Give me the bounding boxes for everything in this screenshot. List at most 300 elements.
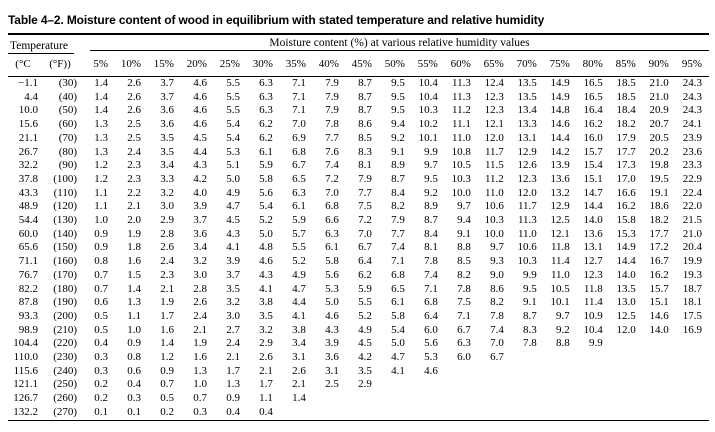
- moisture-value-cell: 6.0: [457, 351, 471, 364]
- moisture-value-cell: 7.4: [325, 159, 339, 172]
- rh-column-header: 15%: [148, 54, 181, 77]
- moisture-value-cell: 0.9: [94, 227, 108, 240]
- moisture-value-cell: [544, 406, 577, 420]
- table-row: [8, 146, 709, 160]
- moisture-value-cell: 13.6: [583, 227, 603, 240]
- table-row: [8, 187, 709, 201]
- moisture-value-cell: 4.7: [292, 282, 306, 295]
- moisture-value-cell: 7.8: [424, 255, 438, 268]
- moisture-value-cell: 24.3: [682, 104, 702, 117]
- moisture-value-cell: 13.1: [517, 131, 537, 144]
- temp-celsius-cell: 126.7: [13, 392, 38, 405]
- moisture-value-cell: 6.1: [259, 145, 273, 158]
- moisture-value-cell: 19.1: [649, 186, 669, 199]
- rh-column-header: 30%: [247, 54, 280, 77]
- moisture-value-cell: 12.1: [484, 118, 504, 131]
- moisture-value-cell: 4.6: [325, 309, 339, 322]
- rh-column-header: 80%: [577, 54, 610, 77]
- moisture-value-cell: 0.7: [160, 378, 174, 391]
- moisture-value-cell: 11.4: [550, 255, 570, 268]
- moisture-value-cell: 4.5: [358, 337, 372, 350]
- moisture-value-cell: [313, 406, 346, 420]
- temp-fahrenheit-cell: (100): [53, 172, 78, 185]
- moisture-value-cell: 17.7: [616, 145, 636, 158]
- table-row: [8, 91, 709, 105]
- moisture-value-cell: 15.1: [583, 172, 603, 185]
- temp-fahrenheit-cell: (80): [58, 145, 78, 158]
- moisture-value-cell: 7.0: [490, 337, 504, 350]
- moisture-value-cell: 5.5: [292, 241, 306, 254]
- moisture-value-cell: 6.5: [292, 172, 306, 185]
- moisture-value-cell: 8.7: [358, 77, 372, 89]
- moisture-value-cell: 9.1: [457, 227, 471, 240]
- moisture-value-cell: 8.2: [490, 296, 504, 309]
- moisture-value-cell: [412, 406, 445, 420]
- moisture-value-cell: 6.3: [259, 104, 273, 117]
- moisture-value-cell: 9.4: [457, 214, 471, 227]
- moisture-value-cell: 9.5: [391, 90, 405, 103]
- moisture-value-cell: 1.4: [292, 392, 306, 405]
- moisture-value-cell: 12.3: [517, 172, 537, 185]
- moisture-value-cell: 22.9: [682, 172, 702, 185]
- moisture-value-cell: [478, 365, 511, 379]
- moisture-value-cell: 2.9: [259, 337, 273, 350]
- temp-celsius-cell: 48.9: [18, 200, 38, 213]
- moisture-value-cell: 0.9: [127, 337, 141, 350]
- table-row: [8, 241, 709, 255]
- moisture-value-cell: 1.6: [127, 255, 141, 268]
- moisture-value-cell: 3.3: [160, 172, 174, 185]
- moisture-value-cell: 4.6: [193, 90, 207, 103]
- moisture-value-cell: 6.7: [292, 159, 306, 172]
- moisture-value-cell: 7.7: [358, 186, 372, 199]
- moisture-value-cell: 3.6: [160, 104, 174, 117]
- table-row: [8, 228, 709, 242]
- moisture-value-cell: [577, 365, 610, 379]
- moisture-value-cell: 16.9: [682, 323, 702, 336]
- moisture-value-cell: 11.0: [451, 131, 471, 144]
- moisture-value-cell: 9.7: [490, 241, 504, 254]
- moisture-value-cell: 6.3: [259, 90, 273, 103]
- moisture-value-cell: 21.0: [649, 90, 669, 103]
- moisture-value-cell: 8.8: [457, 241, 471, 254]
- moisture-value-cell: 11.3: [451, 90, 471, 103]
- moisture-value-cell: 5.8: [259, 172, 273, 185]
- moisture-value-cell: 9.3: [490, 255, 504, 268]
- moisture-value-cell: 0.2: [94, 378, 108, 391]
- moisture-value-cell: [643, 337, 676, 351]
- moisture-value-cell: 3.9: [193, 200, 207, 213]
- rh-column-header: 50%: [379, 54, 412, 77]
- moisture-value-cell: [676, 351, 709, 365]
- moisture-value-cell: [544, 351, 577, 365]
- moisture-value-cell: 2.3: [127, 159, 141, 172]
- moisture-value-cell: 8.2: [391, 200, 405, 213]
- rh-column-header: 95%: [676, 54, 709, 77]
- moisture-value-cell: 5.9: [259, 159, 273, 172]
- moisture-value-cell: 5.2: [358, 309, 372, 322]
- moisture-value-cell: 7.9: [358, 172, 372, 185]
- table-row: [8, 392, 709, 406]
- moisture-value-cell: 4.2: [358, 351, 372, 364]
- moisture-value-cell: 9.1: [523, 296, 537, 309]
- moisture-value-cell: 0.9: [94, 241, 108, 254]
- column-header-row: [8, 54, 709, 77]
- moisture-value-cell: 15.8: [616, 214, 636, 227]
- moisture-value-cell: 15.7: [649, 282, 669, 295]
- moisture-value-cell: 12.9: [550, 200, 570, 213]
- moisture-value-cell: [379, 406, 412, 420]
- moisture-value-cell: 3.6: [160, 118, 174, 131]
- moisture-value-cell: [379, 378, 412, 392]
- moisture-value-cell: 4.6: [193, 104, 207, 117]
- moisture-value-cell: 10.1: [418, 131, 438, 144]
- moisture-value-cell: 2.8: [160, 227, 174, 240]
- moisture-value-cell: 2.1: [127, 200, 141, 213]
- moisture-value-cell: 5.4: [259, 200, 273, 213]
- moisture-value-cell: 10.6: [517, 241, 537, 254]
- moisture-value-cell: 9.7: [424, 159, 438, 172]
- table-row: [8, 132, 709, 146]
- moisture-value-cell: 14.9: [550, 77, 570, 89]
- moisture-value-cell: 10.6: [484, 200, 504, 213]
- moisture-value-cell: 1.4: [94, 77, 108, 89]
- temp-celsius-cell: 65.6: [18, 241, 38, 254]
- temp-fahrenheit-cell: (190): [53, 296, 78, 309]
- moisture-value-cell: 0.6: [127, 364, 141, 377]
- table-row: [8, 200, 709, 214]
- moisture-value-cell: 5.0: [325, 296, 339, 309]
- moisture-value-cell: 3.7: [226, 268, 240, 281]
- moisture-value-cell: [610, 337, 643, 351]
- table-row: [8, 296, 709, 310]
- moisture-value-cell: 7.8: [490, 309, 504, 322]
- moisture-value-cell: 1.4: [94, 104, 108, 117]
- moisture-value-cell: 7.5: [358, 200, 372, 213]
- moisture-value-cell: [643, 406, 676, 420]
- moisture-value-cell: 23.3: [682, 159, 702, 172]
- moisture-value-cell: 3.0: [226, 309, 240, 322]
- moisture-value-cell: 0.4: [226, 405, 240, 418]
- moisture-value-cell: 7.9: [325, 104, 339, 117]
- moisture-value-cell: 5.8: [391, 309, 405, 322]
- moisture-value-cell: 18.6: [649, 200, 669, 213]
- temp-celsius-cell: 71.1: [18, 255, 38, 268]
- temp-celsius-cell: 115.6: [13, 364, 38, 377]
- moisture-value-cell: 16.5: [583, 77, 603, 89]
- moisture-value-cell: 19.9: [682, 255, 702, 268]
- temp-celsius-cell: 15.6: [18, 118, 38, 131]
- moisture-value-cell: 12.3: [484, 104, 504, 117]
- moisture-value-cell: 6.1: [292, 200, 306, 213]
- moisture-value-cell: 3.4: [193, 241, 207, 254]
- moisture-value-cell: 12.3: [583, 268, 603, 281]
- moisture-value-cell: 20.2: [649, 145, 669, 158]
- moisture-value-cell: 24.3: [682, 90, 702, 103]
- moisture-value-cell: 11.7: [484, 145, 504, 158]
- moisture-value-cell: 0.5: [94, 309, 108, 322]
- moisture-value-cell: 9.4: [391, 118, 405, 131]
- moisture-value-cell: 2.4: [160, 255, 174, 268]
- moisture-value-cell: 0.9: [160, 364, 174, 377]
- moisture-value-cell: 10.1: [550, 296, 570, 309]
- moisture-value-cell: 20.7: [649, 118, 669, 131]
- moisture-value-cell: 1.7: [226, 364, 240, 377]
- moisture-value-cell: 1.6: [160, 323, 174, 336]
- moisture-value-cell: 7.1: [292, 90, 306, 103]
- rh-column-header: 40%: [313, 54, 346, 77]
- moisture-value-cell: 6.1: [391, 296, 405, 309]
- moisture-value-cell: 6.0: [424, 323, 438, 336]
- moisture-value-cell: 0.5: [160, 392, 174, 405]
- table-row: [8, 324, 709, 338]
- moisture-value-cell: [412, 378, 445, 392]
- moisture-value-cell: [610, 406, 643, 420]
- moisture-value-cell: 13.0: [616, 296, 636, 309]
- moisture-value-cell: 10.4: [418, 77, 438, 89]
- moisture-value-cell: 5.5: [226, 104, 240, 117]
- moisture-value-cell: [676, 392, 709, 406]
- moisture-value-cell: 2.1: [160, 282, 174, 295]
- moisture-value-cell: 4.2: [193, 172, 207, 185]
- moisture-value-cell: 18.5: [616, 77, 636, 89]
- moisture-value-cell: 14.0: [583, 214, 603, 227]
- moisture-value-cell: 0.7: [193, 392, 207, 405]
- moisture-value-cell: 0.5: [94, 323, 108, 336]
- moisture-value-cell: 10.5: [451, 159, 471, 172]
- moisture-value-cell: 5.4: [391, 323, 405, 336]
- moisture-value-cell: [676, 337, 709, 351]
- moisture-value-cell: 8.7: [391, 172, 405, 185]
- moisture-value-cell: 7.1: [292, 104, 306, 117]
- moisture-value-cell: 9.7: [556, 309, 570, 322]
- moisture-value-cell: 13.6: [550, 172, 570, 185]
- moisture-value-cell: 0.4: [94, 337, 108, 350]
- moisture-value-cell: 7.4: [490, 323, 504, 336]
- moisture-value-cell: 10.8: [451, 145, 471, 158]
- temperature-spanner: [8, 35, 82, 54]
- moisture-value-cell: 1.1: [127, 309, 141, 322]
- moisture-value-cell: 3.0: [193, 268, 207, 281]
- moisture-value-cell: 10.4: [418, 90, 438, 103]
- moisture-value-cell: 16.6: [616, 186, 636, 199]
- moisture-value-cell: 8.1: [424, 241, 438, 254]
- moisture-value-cell: [412, 392, 445, 406]
- moisture-value-cell: 1.6: [193, 351, 207, 364]
- moisture-value-cell: [544, 392, 577, 406]
- moisture-value-cell: 14.0: [649, 323, 669, 336]
- moisture-value-cell: 10.2: [418, 118, 438, 131]
- moisture-value-cell: 6.3: [292, 186, 306, 199]
- temp-fahrenheit-cell: (70): [58, 131, 78, 144]
- temp-celsius-cell: −1.1: [18, 77, 38, 89]
- moisture-value-cell: 18.1: [682, 296, 702, 309]
- moisture-value-cell: 3.4: [292, 337, 306, 350]
- moisture-value-cell: 8.5: [457, 255, 471, 268]
- moisture-value-cell: 1.0: [193, 378, 207, 391]
- moisture-value-cell: [610, 392, 643, 406]
- moisture-value-cell: 3.5: [259, 309, 273, 322]
- moisture-value-cell: 8.9: [391, 159, 405, 172]
- moisture-value-cell: 9.2: [424, 186, 438, 199]
- table-row: [8, 104, 709, 118]
- moisture-value-cell: [577, 351, 610, 365]
- moisture-value-cell: 0.6: [94, 296, 108, 309]
- moisture-value-cell: 10.9: [583, 309, 603, 322]
- temp-fahrenheit-cell: (130): [53, 214, 78, 227]
- temp-celsius-cell: 54.4: [18, 214, 38, 227]
- temp-fahrenheit-cell: (60): [58, 118, 78, 131]
- moisture-value-cell: 14.2: [550, 145, 570, 158]
- moisture-value-cell: 20.5: [649, 131, 669, 144]
- moisture-value-cell: 10.3: [484, 214, 504, 227]
- moisture-value-cell: [445, 365, 478, 379]
- moisture-value-cell: 14.4: [550, 131, 570, 144]
- moisture-value-cell: 4.9: [358, 323, 372, 336]
- moisture-value-cell: 3.2: [226, 296, 240, 309]
- table-row: [8, 406, 709, 420]
- moisture-value-cell: 5.2: [259, 214, 273, 227]
- table-row: [8, 159, 709, 173]
- rh-column-header: 35%: [280, 54, 313, 77]
- moisture-value-cell: 1.2: [94, 172, 108, 185]
- moisture-value-cell: [511, 392, 544, 406]
- moisture-value-cell: 1.9: [127, 227, 141, 240]
- rh-column-header: 55%: [412, 54, 445, 77]
- moisture-value-cell: 12.4: [484, 77, 504, 89]
- moisture-value-cell: 2.6: [127, 104, 141, 117]
- rh-column-header: 75%: [544, 54, 577, 77]
- moisture-value-cell: 9.2: [391, 131, 405, 144]
- moisture-value-cell: 0.3: [193, 405, 207, 418]
- temp-fahrenheit-cell: (260): [53, 392, 78, 405]
- moisture-value-cell: [346, 406, 379, 420]
- moisture-value-cell: 7.7: [391, 227, 405, 240]
- moisture-value-cell: 6.3: [325, 227, 339, 240]
- temp-celsius-cell: 110.0: [13, 351, 38, 364]
- moisture-value-cell: 16.5: [583, 90, 603, 103]
- moisture-value-cell: 23.9: [682, 131, 702, 144]
- temp-celsius-cell: 60.0: [18, 227, 38, 240]
- temp-fahrenheit-cell: (30): [58, 77, 78, 89]
- moisture-value-cell: 2.3: [127, 172, 141, 185]
- moisture-value-cell: 18.5: [616, 90, 636, 103]
- moisture-value-cell: 11.8: [550, 241, 570, 254]
- moisture-value-cell: [676, 406, 709, 420]
- moisture-value-cell: 1.0: [94, 214, 108, 227]
- moisture-value-cell: 11.0: [550, 268, 570, 281]
- moisture-value-cell: 7.2: [358, 214, 372, 227]
- moisture-value-cell: 7.2: [325, 172, 339, 185]
- moisture-value-cell: [478, 378, 511, 392]
- moisture-value-cell: 4.9: [292, 268, 306, 281]
- moisture-value-cell: 17.9: [616, 131, 636, 144]
- table-row: [8, 283, 709, 297]
- moisture-value-cell: 10.3: [517, 255, 537, 268]
- moisture-value-cell: [313, 392, 346, 406]
- moisture-value-cell: 17.5: [682, 309, 702, 322]
- moisture-value-cell: 12.5: [550, 214, 570, 227]
- moisture-value-cell: 3.7: [160, 77, 174, 89]
- moisture-value-cell: 0.9: [226, 392, 240, 405]
- moisture-value-cell: 8.4: [391, 186, 405, 199]
- moisture-value-cell: 6.6: [325, 214, 339, 227]
- moisture-value-cell: 2.0: [127, 214, 141, 227]
- rh-column-header: 85%: [610, 54, 643, 77]
- moisture-value-cell: 2.2: [127, 186, 141, 199]
- moisture-value-cell: 6.4: [424, 309, 438, 322]
- moisture-value-cell: 9.0: [490, 268, 504, 281]
- temp-fahrenheit-cell: (210): [53, 323, 78, 336]
- moisture-content-table: [8, 35, 709, 421]
- temp-celsius-cell: 21.1: [18, 131, 38, 144]
- moisture-value-cell: [577, 378, 610, 392]
- moisture-value-cell: [478, 406, 511, 420]
- moisture-value-cell: 4.1: [391, 364, 405, 377]
- moisture-value-cell: 7.1: [391, 255, 405, 268]
- moisture-value-cell: 13.5: [517, 90, 537, 103]
- moisture-value-cell: 18.2: [616, 118, 636, 131]
- temp-celsius-cell: 121.1: [13, 378, 38, 391]
- moisture-value-cell: 5.6: [424, 337, 438, 350]
- moisture-value-cell: 4.6: [193, 118, 207, 131]
- moisture-value-cell: 1.3: [193, 364, 207, 377]
- moisture-value-cell: 7.0: [325, 186, 339, 199]
- moisture-value-cell: 2.5: [127, 118, 141, 131]
- moisture-value-cell: 2.6: [160, 241, 174, 254]
- moisture-value-cell: 10.0: [451, 186, 471, 199]
- moisture-value-cell: 5.7: [292, 227, 306, 240]
- moisture-value-cell: 1.7: [259, 378, 273, 391]
- moisture-value-cell: 11.3: [451, 77, 471, 89]
- rh-column-header: 10%: [115, 54, 148, 77]
- moisture-value-cell: 6.7: [457, 323, 471, 336]
- moisture-value-cell: 4.3: [193, 159, 207, 172]
- temp-fahrenheit-cell: (40): [58, 90, 78, 103]
- moisture-value-cell: 20.4: [682, 241, 702, 254]
- moisture-value-cell: 6.8: [292, 145, 306, 158]
- moisture-value-cell: 5.5: [226, 90, 240, 103]
- moisture-value-cell: 15.3: [616, 227, 636, 240]
- moisture-value-cell: 6.2: [259, 131, 273, 144]
- rh-column-header: 5%: [82, 54, 115, 77]
- moisture-value-cell: 0.3: [127, 392, 141, 405]
- rh-column-header: 70%: [511, 54, 544, 77]
- moisture-value-cell: 10.3: [418, 104, 438, 117]
- moisture-value-cell: 5.2: [292, 255, 306, 268]
- moisture-value-cell: 24.1: [682, 118, 702, 131]
- moisture-value-cell: 1.9: [193, 337, 207, 350]
- moisture-value-cell: 5.3: [226, 145, 240, 158]
- moisture-value-cell: 6.4: [358, 255, 372, 268]
- moisture-value-cell: 22.0: [682, 200, 702, 213]
- moisture-value-cell: 14.6: [550, 118, 570, 131]
- moisture-value-cell: 15.1: [649, 296, 669, 309]
- moisture-value-cell: 1.1: [94, 186, 108, 199]
- moisture-value-cell: 3.2: [193, 255, 207, 268]
- moisture-value-cell: 21.0: [682, 227, 702, 240]
- moisture-value-cell: 9.1: [391, 145, 405, 158]
- temp-celsius-cell: 104.4: [13, 337, 38, 350]
- moisture-value-cell: 16.2: [649, 268, 669, 281]
- moisture-value-cell: 14.9: [616, 241, 636, 254]
- moisture-value-cell: [346, 392, 379, 406]
- rh-column-header: 65%: [478, 54, 511, 77]
- moisture-value-cell: 4.5: [226, 214, 240, 227]
- moisture-value-cell: 2.8: [193, 282, 207, 295]
- moisture-value-cell: 0.3: [94, 364, 108, 377]
- moisture-value-cell: [610, 351, 643, 365]
